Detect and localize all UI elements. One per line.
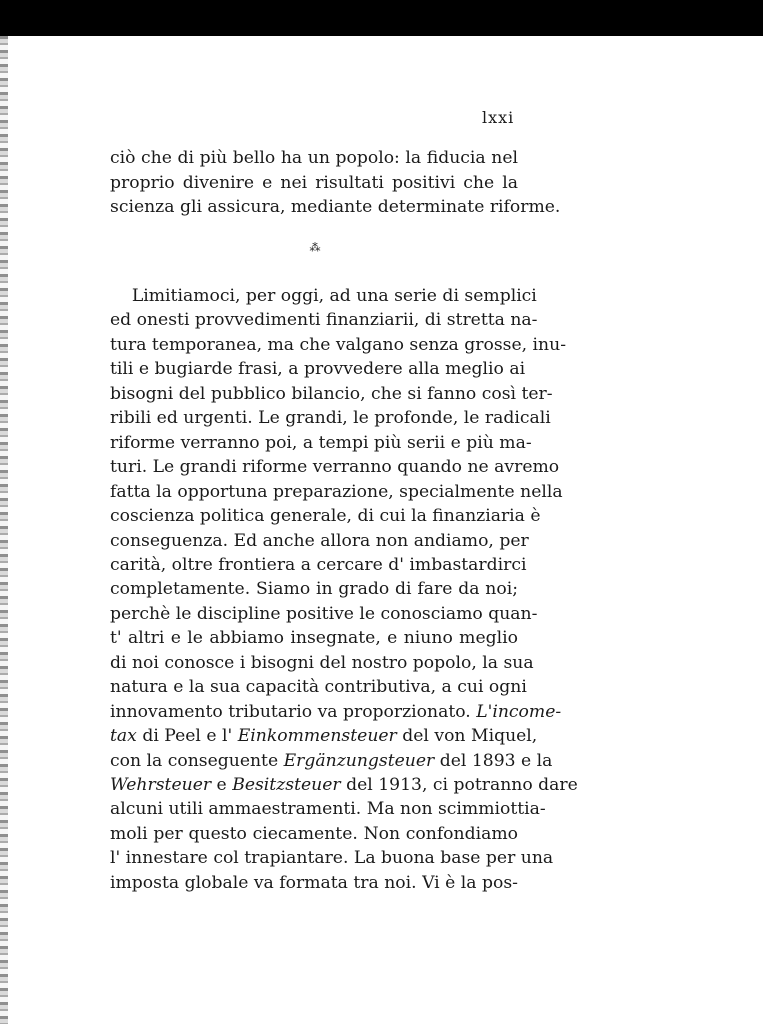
text-segment: ciò che di più bello ha un popolo: la fiducia nel <box>110 148 518 168</box>
text-segment: imposta globale va formata tra noi. Vi è la pos- <box>110 872 518 893</box>
text-segment: proprio divenire e nei risultati positivi che la <box>110 172 518 193</box>
text-segment: carità, oltre frontiera a cercare d' imbastardirci <box>110 554 527 575</box>
text-line <box>110 308 538 332</box>
text-line <box>110 406 551 430</box>
text-line <box>110 553 527 577</box>
text-segment: riforme verranno poi, a tempi più serii e più ma- <box>110 432 532 453</box>
text-segment: innovamento tributario va proporzionato. <box>110 701 477 722</box>
text-line <box>110 171 518 195</box>
text-line <box>110 871 518 895</box>
text-line <box>110 724 538 748</box>
text-line <box>110 675 527 699</box>
text-line <box>110 626 518 650</box>
text-line <box>110 480 563 504</box>
text-segment: scienza gli assicura, mediante determinate riforme. <box>110 197 561 217</box>
italic-term: Einkommensteuer <box>237 726 397 747</box>
italic-term: Besitzsteuer <box>232 775 341 795</box>
text-segment: moli per questo ciecamente. Non confondiamo <box>110 823 518 844</box>
text-line <box>110 284 537 308</box>
text-segment: di noi conosce i bisogni del nostro popolo, la sua <box>110 652 534 673</box>
text-line <box>110 602 538 626</box>
text-line <box>110 749 553 773</box>
text-line <box>110 357 526 381</box>
scan-left-edge <box>0 36 8 1024</box>
asterism-separator: ⁂ <box>309 241 321 254</box>
italic-term: Wehrsteuer <box>110 775 212 795</box>
text-line <box>110 846 554 870</box>
text-segment: tura temporanea, ma che valgano senza grosse, inu- <box>110 334 567 355</box>
text-line <box>110 333 567 357</box>
text-segment: coscienza politica generale, di cui la finanziaria è <box>110 506 541 527</box>
text-line <box>110 431 532 455</box>
text-line <box>110 773 578 797</box>
text-line <box>110 195 561 219</box>
text-segment: conseguenza. Ed anche allora non andiamo, per <box>110 530 529 551</box>
text-segment: del von Miquel, <box>396 726 538 747</box>
text-segment: Limitiamoci, per oggi, ad una serie di semplici <box>110 286 537 306</box>
text-line <box>110 504 541 528</box>
text-line <box>110 577 518 601</box>
text-segment: turi. Le grandi riforme verranno quando ne avremo <box>110 457 560 478</box>
text-line <box>110 822 518 846</box>
text-segment: perchè le discipline positive le conosciamo quan- <box>110 603 538 624</box>
text-line <box>110 146 518 170</box>
italic-term: L'income- <box>476 701 562 722</box>
text-segment: tili e bugiarde frasi, a provvedere alla meglio ai <box>110 359 526 380</box>
italic-term: Ergänzungsteuer <box>283 750 435 771</box>
text-line <box>110 797 546 821</box>
text-segment: ed onesti provvedimenti finanziarii, di stretta na- <box>110 310 538 331</box>
page-number: lxxi <box>482 108 515 127</box>
text-segment: con la conseguente <box>110 750 284 771</box>
text-segment: completamente. Siamo in grado di fare da noi; <box>110 579 518 600</box>
text-segment: bisogni del pubblico bilancio, che si fanno così ter- <box>110 383 553 404</box>
text-line <box>110 455 560 479</box>
text-line <box>110 651 534 675</box>
scan-top-border <box>0 0 763 36</box>
text-line <box>110 529 529 553</box>
text-segment: del 1893 e la <box>434 750 553 771</box>
text-segment: del 1913, ci potranno dare <box>340 775 578 795</box>
italic-term: tax <box>110 726 137 747</box>
text-segment: ribili ed urgenti. Le grandi, le profonde, le radicali <box>110 408 551 429</box>
text-segment: fatta la opportuna preparazione, specialmente nella <box>110 481 563 502</box>
text-segment: t' altri e le abbiamo insegnate, e niuno meglio <box>110 628 518 649</box>
text-line <box>110 700 562 724</box>
text-segment: l' innestare col trapiantare. La buona base per una <box>110 848 554 869</box>
text-segment: natura e la sua capacità contributiva, a cui ogni <box>110 677 527 698</box>
text-segment: alcuni utili ammaestramenti. Ma non scimmiottia- <box>110 799 546 820</box>
text-segment: e <box>211 775 233 795</box>
text-segment: di Peel e l' <box>136 726 238 747</box>
text-line <box>110 382 553 406</box>
